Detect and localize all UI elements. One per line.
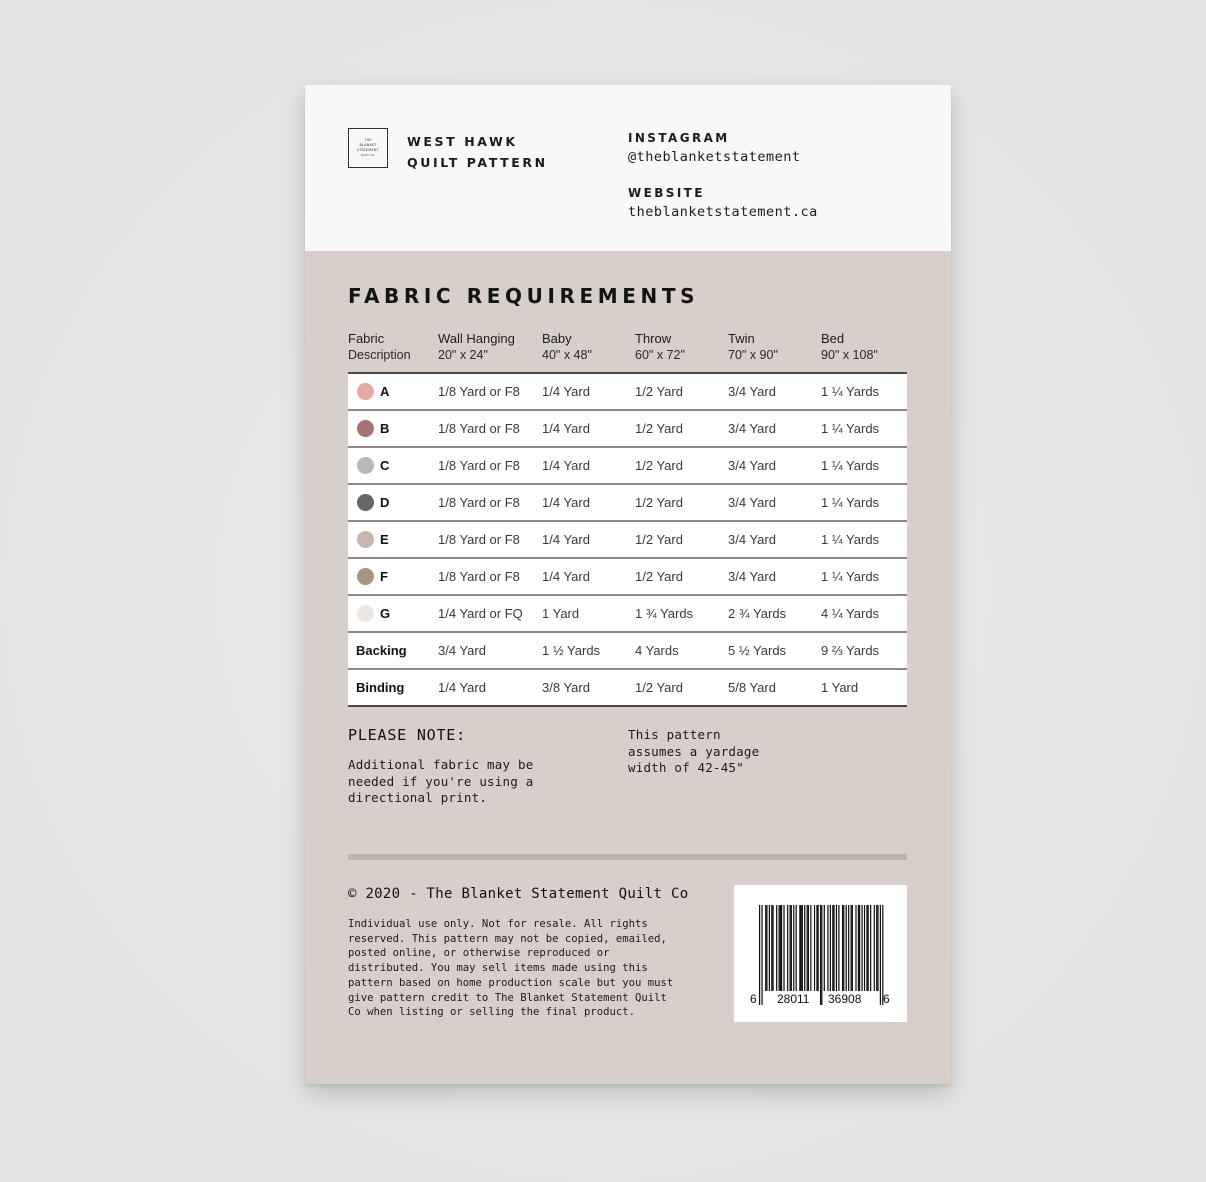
- table-cell: 1/2 Yard: [635, 569, 683, 584]
- table-cell: 1 ¼ Yards: [821, 569, 880, 584]
- barcode-bar: [761, 905, 762, 1005]
- barcode-bar: [832, 905, 833, 991]
- barcode-bar: [769, 905, 770, 991]
- color-swatch-icon: [357, 531, 374, 548]
- legal-line: reserved. This pattern may not be copied, emailed,: [348, 932, 667, 945]
- barcode-bar: [796, 905, 797, 991]
- instagram-label: INSTAGRAM: [628, 131, 730, 145]
- table-cell: 1/4 Yard: [542, 384, 590, 399]
- barcode-bar: [874, 905, 875, 991]
- table-cell: 4 ¼ Yards: [821, 606, 880, 621]
- column-size: 90" x 108": [821, 348, 878, 362]
- logo-line: THE: [364, 138, 372, 142]
- legal-text: [348, 917, 728, 1020]
- table-cell: 1/2 Yard: [635, 384, 683, 399]
- barcode-bar: [859, 905, 860, 991]
- barcode-bar: [820, 905, 821, 1005]
- pattern-name-line1: WEST HAWK: [407, 134, 518, 149]
- column-header: [542, 331, 592, 363]
- barcode-bar: [793, 905, 794, 991]
- barcode-bar: [848, 905, 849, 991]
- table-cell: 3/4 Yard: [728, 569, 776, 584]
- table-cell: 5 ½ Yards: [728, 643, 787, 658]
- logo-line: QUILT CO.: [360, 154, 376, 157]
- barcode-bar: [810, 905, 811, 991]
- table-cell: 1 ¼ Yards: [821, 532, 880, 547]
- color-swatch-icon: [357, 420, 374, 437]
- table-cell: 1/4 Yard: [542, 532, 590, 547]
- table-cell: 9 ⅔ Yards: [821, 643, 880, 658]
- instagram-handle: @theblanketstatement: [628, 149, 801, 165]
- column-name: Throw: [635, 331, 672, 346]
- table-cell: 4 Yards: [635, 643, 679, 658]
- copyright: © 2020 - The Blanket Statement Quilt Co: [348, 886, 689, 902]
- table-cell: 1/2 Yard: [635, 421, 683, 436]
- barcode-bar: [851, 905, 852, 991]
- table-cell: 1/8 Yard or F8: [438, 421, 520, 436]
- barcode-digit: 6: [883, 992, 890, 1006]
- barcode-bar: [843, 905, 844, 991]
- table-row: [348, 596, 907, 633]
- color-swatch-icon: [357, 494, 374, 511]
- barcode-bar: [783, 905, 784, 991]
- barcode-bar: [880, 905, 881, 1005]
- note-line: Additional fabric may be: [348, 757, 534, 772]
- barcode-bar: [868, 905, 869, 991]
- legal-line: distributed. You may sell items made using this: [348, 962, 648, 975]
- table-row: [348, 633, 907, 670]
- barcode-bar: [759, 905, 760, 1005]
- table-cell: 1/4 Yard: [542, 421, 590, 436]
- pattern-name: [407, 131, 548, 173]
- logo-line: BLANKET: [359, 143, 377, 147]
- note-line: This pattern: [628, 727, 721, 742]
- table-cell: 1/2 Yard: [635, 458, 683, 473]
- barcode-bar: [787, 905, 788, 991]
- table-row: [348, 448, 907, 485]
- barcode-bar: [814, 905, 815, 991]
- table-cell: 3/4 Yard: [728, 384, 776, 399]
- barcode-bar: [771, 905, 772, 991]
- fabric-label: E: [380, 532, 389, 547]
- barcode-bar: [818, 905, 819, 991]
- divider: [348, 854, 907, 860]
- column-size: 20" x 24": [438, 348, 488, 362]
- fabric-label: Binding: [356, 680, 405, 695]
- table-cell: 2 ¾ Yards: [728, 606, 787, 621]
- barcode-bar: [781, 905, 782, 991]
- barcode-bar: [876, 905, 877, 991]
- column-size: 70" x 90": [728, 348, 778, 362]
- barcode-bar: [852, 905, 853, 991]
- brand-logo: [348, 128, 388, 168]
- note-right: [628, 727, 759, 777]
- table-cell: 1/4 Yard: [438, 680, 486, 695]
- barcode-bar: [830, 905, 831, 991]
- barcode-bar: [765, 905, 766, 991]
- table-cell: 3/4 Yard: [728, 458, 776, 473]
- column-header: [438, 331, 515, 363]
- barcode-bars: [734, 885, 907, 1022]
- barcode-bar: [842, 905, 843, 991]
- color-swatch-icon: [357, 568, 374, 585]
- barcode-bar: [807, 905, 808, 991]
- column-name: Bed: [821, 331, 845, 346]
- barcode-bar: [833, 905, 834, 991]
- barcode-bar: [838, 905, 839, 991]
- note-line: directional print.: [348, 790, 488, 805]
- fabric-label: D: [380, 495, 390, 510]
- table-cell: 1/2 Yard: [635, 495, 683, 510]
- card-header: [305, 85, 951, 251]
- table-row: [348, 411, 907, 448]
- barcode-bar: [799, 905, 800, 991]
- table-cell: 1 ¼ Yards: [821, 495, 880, 510]
- fabric-label: Backing: [356, 643, 407, 658]
- table-cell: 1 ¾ Yards: [635, 606, 694, 621]
- barcode-bar: [790, 905, 791, 991]
- pattern-card: [305, 85, 951, 1084]
- barcode-bar: [855, 905, 856, 991]
- website-url: theblanketstatement.ca: [628, 204, 818, 220]
- column-size: 40" x 48": [542, 348, 592, 362]
- barcode-bar: [864, 905, 865, 991]
- fabric-label: F: [380, 569, 388, 584]
- barcode-bar: [772, 905, 773, 991]
- barcode-bar: [776, 905, 777, 991]
- column-size: Description: [348, 348, 411, 362]
- barcode-bar: [804, 905, 805, 991]
- table-cell: 1/4 Yard: [542, 495, 590, 510]
- note-title: PLEASE NOTE:: [348, 726, 466, 744]
- barcode-bar: [800, 905, 801, 991]
- fabric-table: [348, 372, 907, 707]
- barcode-bar: [824, 905, 825, 991]
- barcode-bar: [861, 905, 862, 991]
- barcode-bar: [836, 905, 837, 991]
- barcode-digit: 28011: [777, 992, 810, 1006]
- table-cell: 1/8 Yard or F8: [438, 495, 520, 510]
- table-cell: 3/8 Yard: [542, 680, 590, 695]
- table-cell: 5/8 Yard: [728, 680, 776, 695]
- table-row: [348, 485, 907, 522]
- table-cell: 1 ¼ Yards: [821, 458, 880, 473]
- table-cell: 1 Yard: [821, 680, 859, 695]
- pattern-name-line2: QUILT PATTERN: [407, 155, 548, 170]
- column-name: Twin: [728, 331, 755, 346]
- table-cell: 3/4 Yard: [728, 421, 776, 436]
- barcode-digit: 36908: [828, 992, 862, 1006]
- column-size: 60" x 72": [635, 348, 685, 362]
- table-cell: 1/8 Yard or F8: [438, 458, 520, 473]
- table-row: [348, 559, 907, 596]
- barcode-bar: [779, 905, 780, 991]
- table-cell: 1/8 Yard or F8: [438, 569, 520, 584]
- barcode-bar: [802, 905, 803, 991]
- note-line: width of 42-45": [628, 760, 744, 775]
- barcode-bar: [780, 905, 781, 991]
- color-swatch-icon: [357, 457, 374, 474]
- legal-line: posted online, or otherwise reproduced or: [348, 947, 610, 960]
- column-name: Wall Hanging: [438, 331, 515, 346]
- column-header: [821, 331, 878, 363]
- fabric-label: A: [380, 384, 390, 399]
- table-cell: 1/4 Yard: [542, 569, 590, 584]
- fabric-label: B: [380, 421, 390, 436]
- barcode-bar: [808, 905, 809, 991]
- section-title: FABRIC REQUIREMENTS: [348, 284, 700, 308]
- table-cell: 3/4 Yard: [728, 532, 776, 547]
- barcode-bar: [816, 905, 817, 991]
- column-header: [635, 331, 685, 363]
- table-cell: 1/4 Yard or FQ: [438, 606, 523, 621]
- table-cell: 1 Yard: [542, 606, 580, 621]
- legal-line: pattern based on home production scale but you must: [348, 976, 674, 989]
- legal-line: Individual use only. Not for resale. All rights: [348, 918, 648, 930]
- barcode-bar: [882, 905, 883, 1005]
- barcode-digit: 6: [750, 992, 757, 1006]
- table-cell: 1/8 Yard or F8: [438, 384, 520, 399]
- column-header: [728, 331, 778, 363]
- table-row: [348, 374, 907, 411]
- table-cell: 1 ½ Yards: [542, 643, 601, 658]
- barcode-bar: [791, 905, 792, 991]
- table-cell: 1/2 Yard: [635, 532, 683, 547]
- table-cell: 3/4 Yard: [438, 643, 486, 658]
- fabric-label: G: [380, 606, 391, 621]
- color-swatch-icon: [357, 605, 374, 622]
- logo-line: STATEMENT: [357, 148, 379, 152]
- table-cell: 1/4 Yard: [542, 458, 590, 473]
- legal-line: give pattern credit to The Blanket Statement Quilt: [348, 991, 667, 1004]
- note-line: assumes a yardage: [628, 743, 760, 759]
- barcode-bar: [766, 905, 767, 991]
- column-name: Fabric: [348, 331, 385, 346]
- website-label: WEBSITE: [628, 186, 705, 200]
- table-row: [348, 670, 907, 707]
- barcode: [734, 885, 907, 1022]
- table-cell: 1 ¼ Yards: [821, 421, 880, 436]
- table-cell: 3/4 Yard: [728, 495, 776, 510]
- legal-line: Co when listing or selling the final product.: [348, 1006, 636, 1019]
- table-cell: 1/2 Yard: [635, 680, 683, 695]
- barcode-bar: [866, 905, 867, 991]
- column-header: [348, 331, 411, 363]
- barcode-bar: [821, 905, 822, 1005]
- barcode-bar: [846, 905, 847, 991]
- table-cell: 1/8 Yard or F8: [438, 532, 520, 547]
- fabric-label: C: [380, 458, 390, 473]
- table-cell: 1 ¼ Yards: [821, 384, 880, 399]
- barcode-bar: [877, 905, 878, 991]
- barcode-bar: [858, 905, 859, 991]
- column-name: Baby: [542, 331, 572, 346]
- note-line: needed if you're using a: [348, 773, 534, 789]
- barcode-bar: [870, 905, 871, 991]
- note-left: [348, 757, 533, 807]
- color-swatch-icon: [357, 383, 374, 400]
- table-row: [348, 522, 907, 559]
- barcode-bar: [827, 905, 828, 991]
